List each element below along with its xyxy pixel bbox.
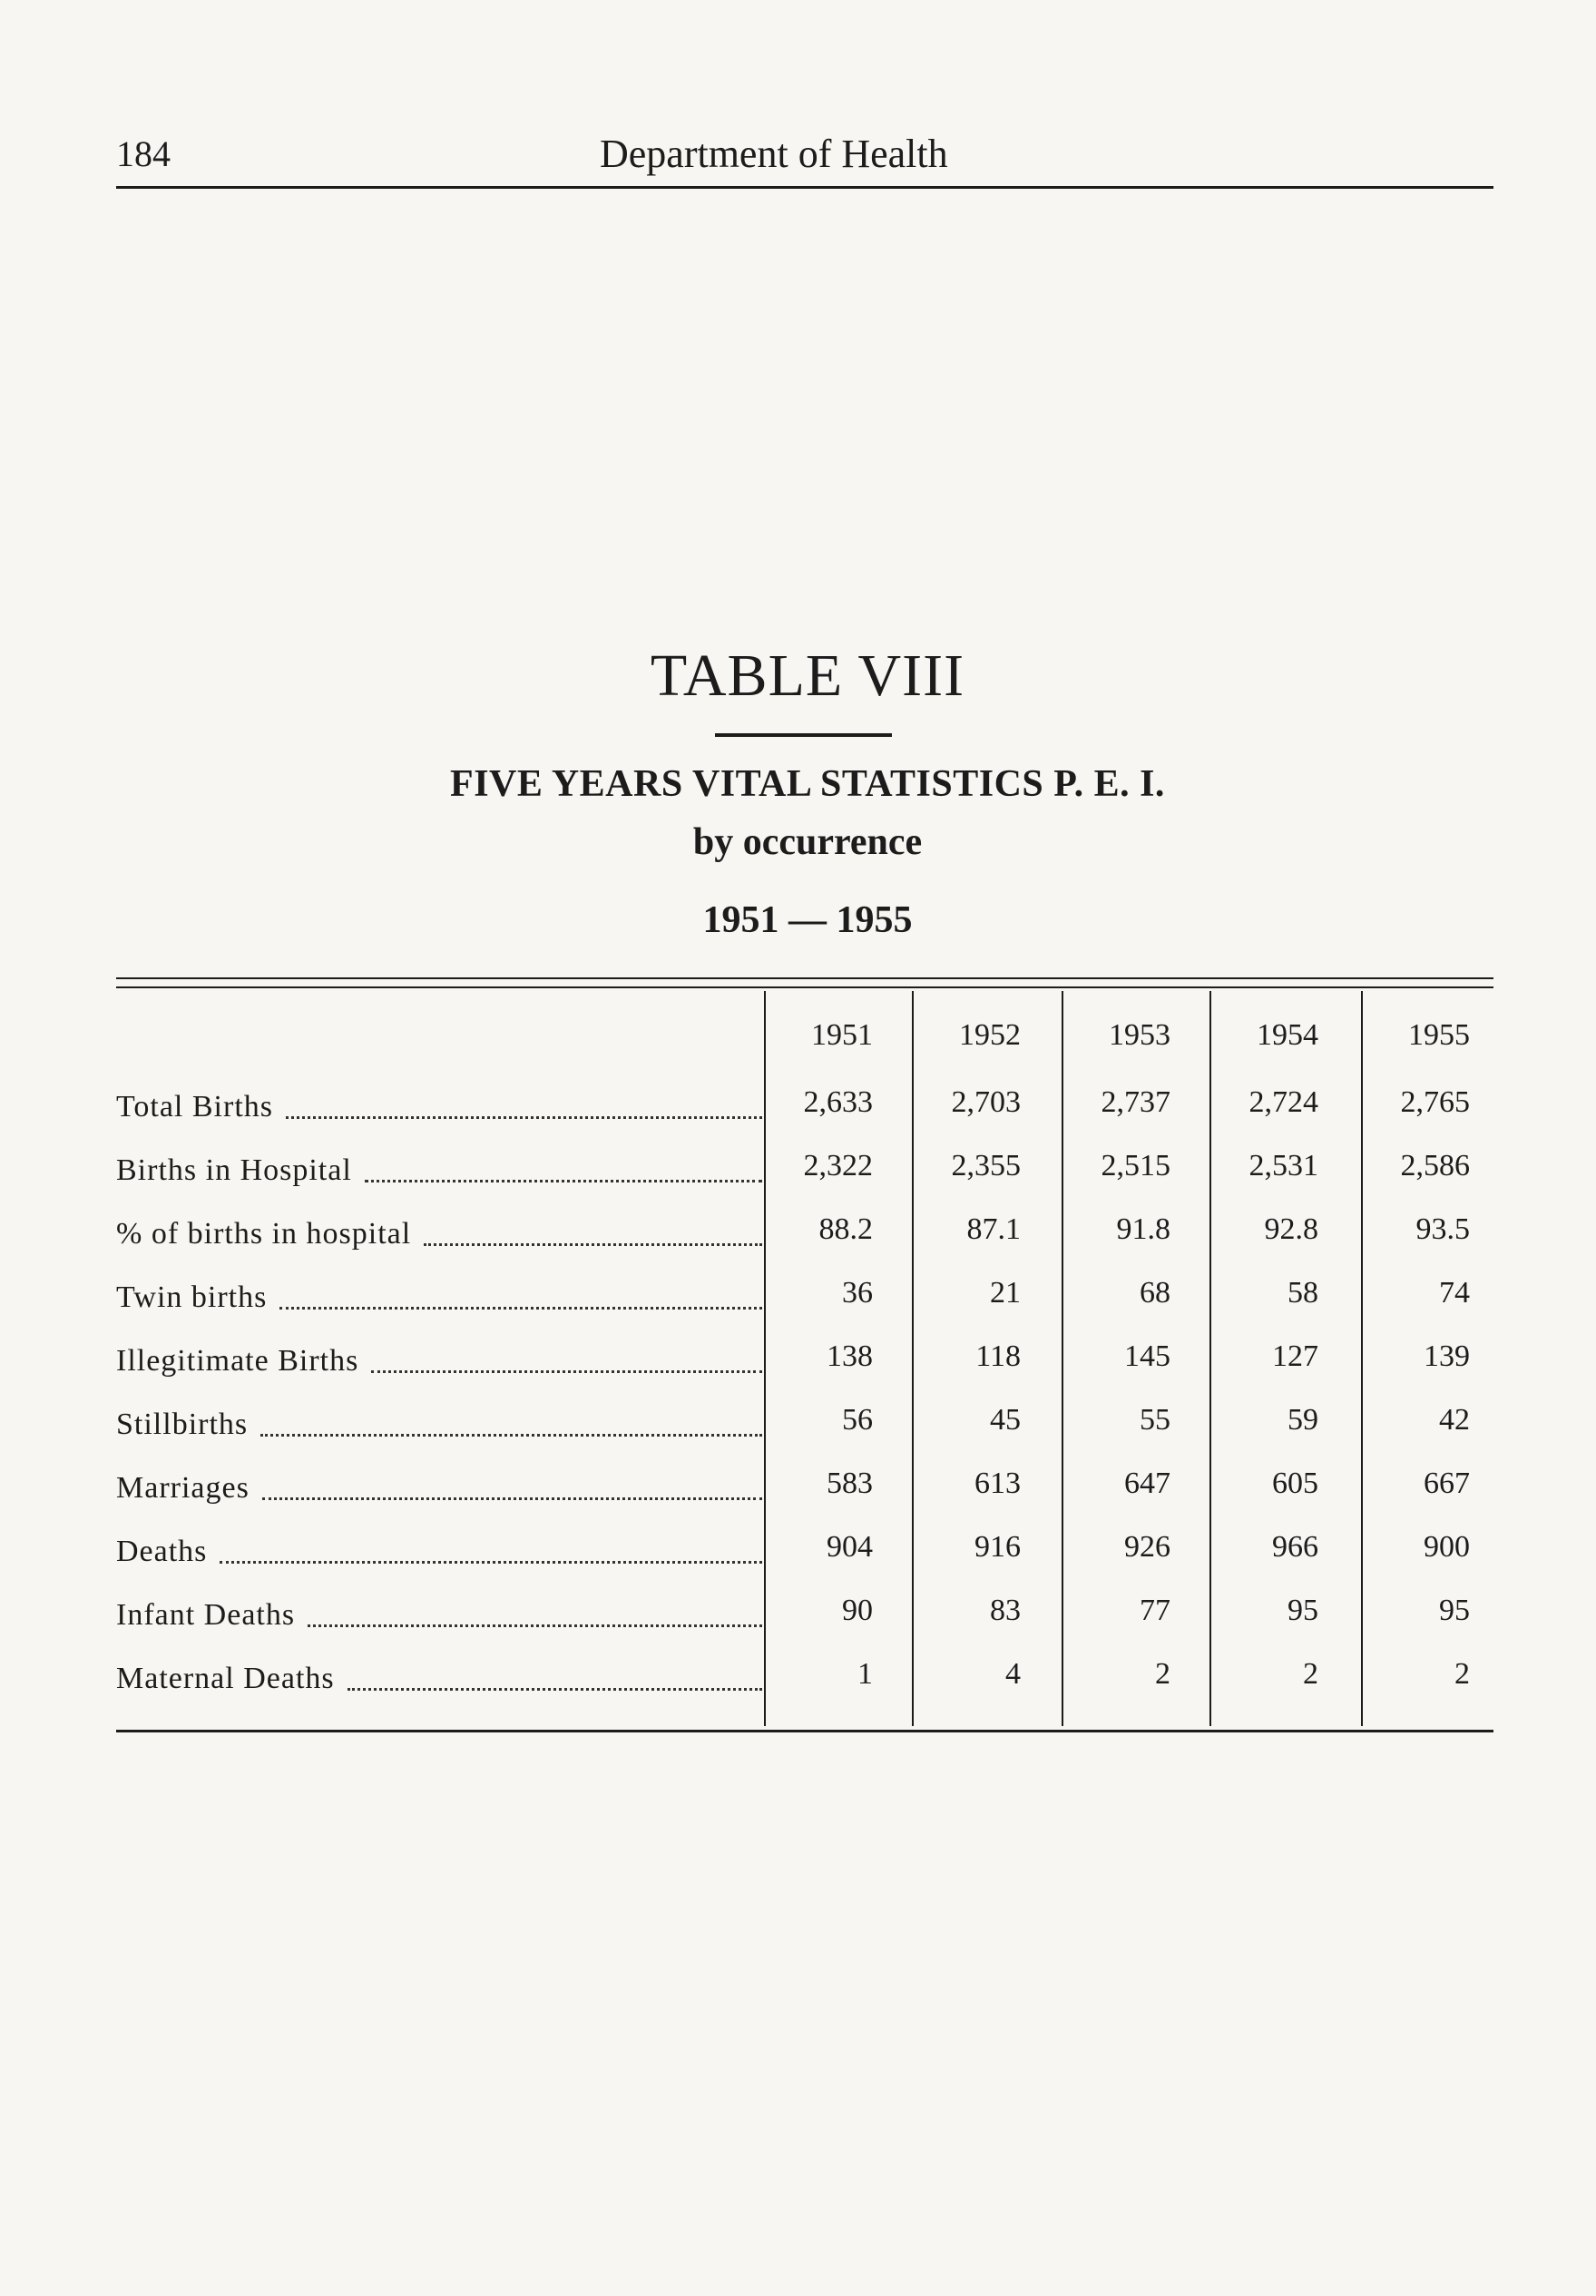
table-cell: 88.2 — [818, 1212, 873, 1246]
row-label: Illegitimate Births — [116, 1330, 762, 1384]
table-cell: 87.1 — [966, 1212, 1021, 1246]
row-label: Maternal Deaths — [116, 1647, 762, 1702]
table-cell: 77 — [1140, 1594, 1170, 1627]
table-top-rule-inner — [116, 986, 1493, 988]
table-cell: 2,633 — [803, 1085, 873, 1119]
table-cell: 92.8 — [1264, 1212, 1318, 1246]
column-header-1951: 1951 — [811, 1018, 873, 1052]
table-cell: 904 — [827, 1530, 873, 1564]
row-label: Stillbirths — [116, 1393, 762, 1447]
table-cell: 93.5 — [1415, 1212, 1470, 1246]
table-cell: 2,322 — [803, 1149, 873, 1182]
table-row — [116, 1393, 1493, 1447]
column-header-1954: 1954 — [1257, 1018, 1318, 1052]
table-cell: 2 — [1155, 1657, 1170, 1691]
table-period: 1951 — 1955 — [702, 899, 913, 941]
table-cell: 2,765 — [1400, 1085, 1470, 1119]
page-header — [116, 127, 1493, 182]
table-cell: 138 — [827, 1339, 873, 1373]
table-title: TABLE VIII — [650, 643, 965, 709]
table-row — [116, 1647, 1493, 1702]
table-cell: 118 — [975, 1339, 1021, 1373]
header-rule — [116, 186, 1493, 189]
table-cell: 83 — [990, 1594, 1021, 1627]
table-bottom-rule — [116, 1730, 1493, 1732]
table-cell: 21 — [990, 1276, 1021, 1310]
column-header-1952: 1952 — [959, 1018, 1021, 1052]
table-cell: 36 — [842, 1276, 873, 1310]
table-cell: 926 — [1124, 1530, 1170, 1564]
table-cell: 2,515 — [1101, 1149, 1170, 1182]
table-subtitle: FIVE YEARS VITAL STATISTICS P. E. I. — [450, 763, 1165, 805]
page-number: 184 — [116, 133, 171, 174]
table-cell: 916 — [974, 1530, 1021, 1564]
table-cell: 139 — [1424, 1339, 1470, 1373]
table-cell: 56 — [842, 1403, 873, 1437]
table-cell: 45 — [990, 1403, 1021, 1437]
table-cell: 2,737 — [1101, 1085, 1170, 1119]
table-cell: 91.8 — [1116, 1212, 1170, 1246]
table-cell: 2,724 — [1248, 1085, 1318, 1119]
table-cell: 1 — [857, 1657, 873, 1691]
table-cell: 2,355 — [951, 1149, 1021, 1182]
row-label: Deaths — [116, 1520, 762, 1575]
table-cell: 2,586 — [1400, 1149, 1470, 1182]
table-row — [116, 1520, 1493, 1575]
table-cell: 647 — [1124, 1467, 1170, 1500]
table-cell: 613 — [974, 1467, 1021, 1500]
table-cell: 4 — [1005, 1657, 1021, 1691]
title-rule — [715, 733, 892, 737]
table-subtitle-2: by occurrence — [692, 821, 923, 863]
table-cell: 74 — [1439, 1276, 1470, 1310]
table-cell: 90 — [842, 1594, 873, 1627]
table-cell: 95 — [1288, 1594, 1318, 1627]
running-head: Department of Health — [600, 132, 948, 176]
table-cell: 900 — [1424, 1530, 1470, 1564]
table-row — [116, 1202, 1493, 1257]
table-row — [116, 1266, 1493, 1320]
table-cell: 58 — [1288, 1276, 1318, 1310]
table-top-rule — [116, 977, 1493, 979]
table-row — [116, 1330, 1493, 1384]
table-row — [116, 1584, 1493, 1638]
table-cell: 59 — [1288, 1403, 1318, 1437]
table-cell: 145 — [1124, 1339, 1170, 1373]
table-cell: 966 — [1272, 1530, 1318, 1564]
row-label: Marriages — [116, 1457, 762, 1511]
table-cell: 605 — [1272, 1467, 1318, 1500]
table-cell: 2 — [1303, 1657, 1318, 1691]
row-label: Births in Hospital — [116, 1139, 762, 1193]
table-row — [116, 1457, 1493, 1511]
table-cell: 42 — [1439, 1403, 1470, 1437]
table-cell: 2,531 — [1248, 1149, 1318, 1182]
row-label: % of births in hospital — [116, 1202, 762, 1257]
column-header-1955: 1955 — [1408, 1018, 1470, 1052]
row-label: Infant Deaths — [116, 1584, 762, 1638]
table-cell: 583 — [827, 1467, 873, 1500]
table-cell: 68 — [1140, 1276, 1170, 1310]
table-cell: 2 — [1454, 1657, 1470, 1691]
column-header-1953: 1953 — [1109, 1018, 1170, 1052]
table-row — [116, 1139, 1493, 1193]
table-cell: 55 — [1140, 1403, 1170, 1437]
table-cell: 2,703 — [951, 1085, 1021, 1119]
row-label: Total Births — [116, 1075, 762, 1130]
table-row — [116, 1075, 1493, 1130]
table-cell: 667 — [1424, 1467, 1470, 1500]
row-label: Twin births — [116, 1266, 762, 1320]
table-cell: 95 — [1439, 1594, 1470, 1627]
table-cell: 127 — [1272, 1339, 1318, 1373]
